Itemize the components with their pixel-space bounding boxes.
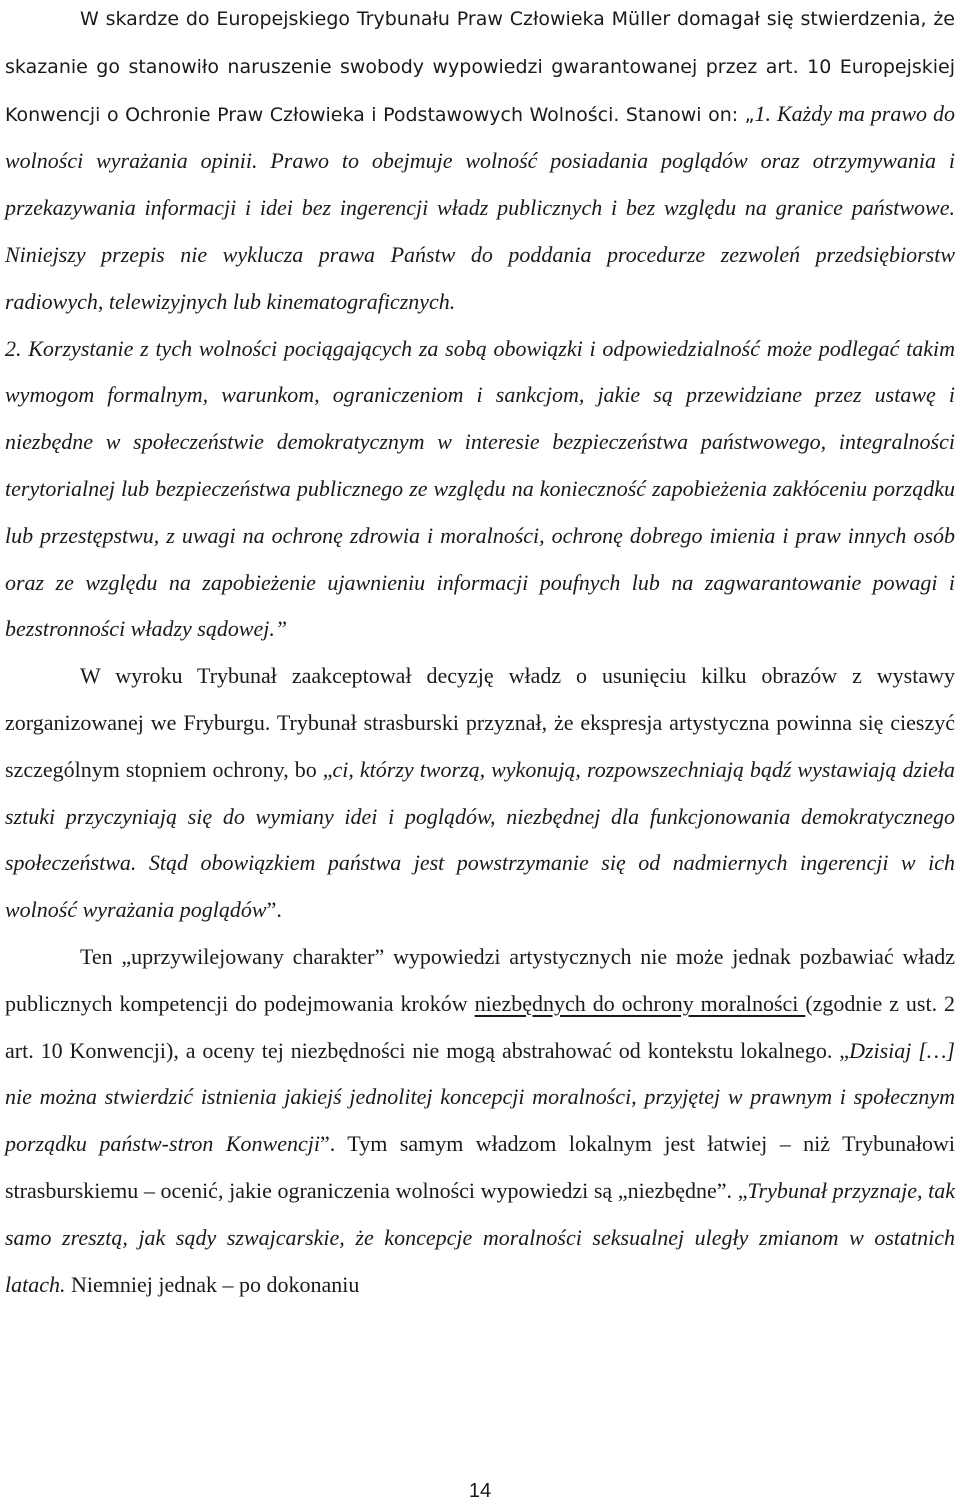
- quoted-morality-concept: Dzisiaj […] nie można stwierdzić istnienia jakiejś jednolitej koncepcji moralności, przyjętej w prawnym i społecznym porządku państw-stron Konwencji: [5, 1037, 955, 1157]
- page-number: 14: [468, 1480, 492, 1502]
- quoted-sexual-morality: Trybunał przyznaje, tak samo zresztą, jak sądy szwajcarskie, że koncepcje moralności seksualnej uległy zmianom w ostatnich latach.: [5, 1177, 955, 1297]
- quote-end: ”.: [266, 897, 282, 923]
- underlined-phrase: niezbędnych do ochrony moralności: [474, 990, 806, 1016]
- privileged-text-c: ”. Tym samym władzom lokalnym jest łatwiej – niż Trybunałowi strasburskiemu – ocenić, jakie ograniczenia wolności wypowiedzi są „niezbędne”. „: [5, 1131, 955, 1203]
- quoted-article-10-part-2: 2. Korzystanie z tych wolności pociągających za sobą obowiązki i odpowiedzialność może podlegać takim wymogom formalnym, warunkom, ograniczeniom i sankcjom, jakie są przewidziane przez ustawę i niezbędne w społeczeństwie demokratycznym w interesie bezpieczeństwa państwowego, integralności terytorialnej lub bezpieczeństwa publicznego ze względu na konieczność zapobieżenia zakłóceniu porządku lub przestępstwu, z uwagi na ochronę zdrowia i moralności, ochronę dobrego imienia i praw innych osób oraz ze względu na zapobieżenie ujawnieniu informacji poufnych lub na zagwarantowanie powagi i bezstronności władzy sądowej.: [5, 335, 955, 642]
- paragraph-tribunal-judgment: [5, 653, 955, 934]
- paragraph-article-10-part-2: [5, 326, 955, 654]
- quoted-artistic-expression: ci, którzy tworzą, wykonują, rozpowszechniają bądź wystawiają dzieła sztuki przyczyniają się do wymiany idei i poglądów, niezbędnej dla funkcjonowania demokratycznego społeczeństwa. Stąd obowiązkiem państwa jest powstrzymanie się od nadmiernych ingerencji w ich wolność wyrażania poglądów: [5, 756, 955, 923]
- document-page: [5, 0, 955, 1509]
- paragraph-intro-text: W skardze do Europejskiego Trybunału Praw Człowieka Müller domagał się stwierdzenia, że skazanie go stanowiło naruszenie swobody wypowiedzi gwarantowanej przez art. 10 Europejskiej Konwencji o Ochronie Praw Człowieka i Podstawowych Wolności. Stanowi on: „: [5, 8, 955, 126]
- judgment-text: W wyroku Trybunał zaakceptował decyzję władz o usunięciu kilku obrazów z wystawy zorganizowanej we Fryburgu. Trybunał strasburski przyznał, że ekspresja artystyczna powinna się cieszyć szczególnym stopniem ochrony, bo „: [5, 663, 955, 782]
- closing-quote-mark: ”: [274, 616, 288, 642]
- paragraph-muller-complaint: [5, 0, 955, 326]
- privileged-text-a: Ten „uprzywilejowany charakter” wypowiedzi artystycznych nie może jednak pozbawiać władz publicznych kompetencji do podejmowania kroków: [5, 943, 955, 1016]
- privileged-text-b: (zgodnie z ust. 2 art. 10 Konwencji), a oceny tej niezbędności nie mogą abstrahować od kontekstu lokalnego. „: [5, 990, 956, 1063]
- quoted-article-10-part-1: 1. Każdy ma prawo do wolności wyrażania opinii. Prawo to obejmuje wolność posiadania poglądów oraz otrzymywania i przekazywania informacji i idei bez ingerencji władz publicznych i bez względu na granice państwowe. Niniejszy przepis nie wyklucza prawa Państw do poddania procedurze zezwoleń przedsiębiorstw radiowych, telewizyjnych lub kinematograficznych.: [5, 100, 956, 314]
- privileged-text-d: Niemniej jednak – po dokonaniu: [65, 1271, 360, 1297]
- paragraph-privileged-character: [5, 934, 955, 1308]
